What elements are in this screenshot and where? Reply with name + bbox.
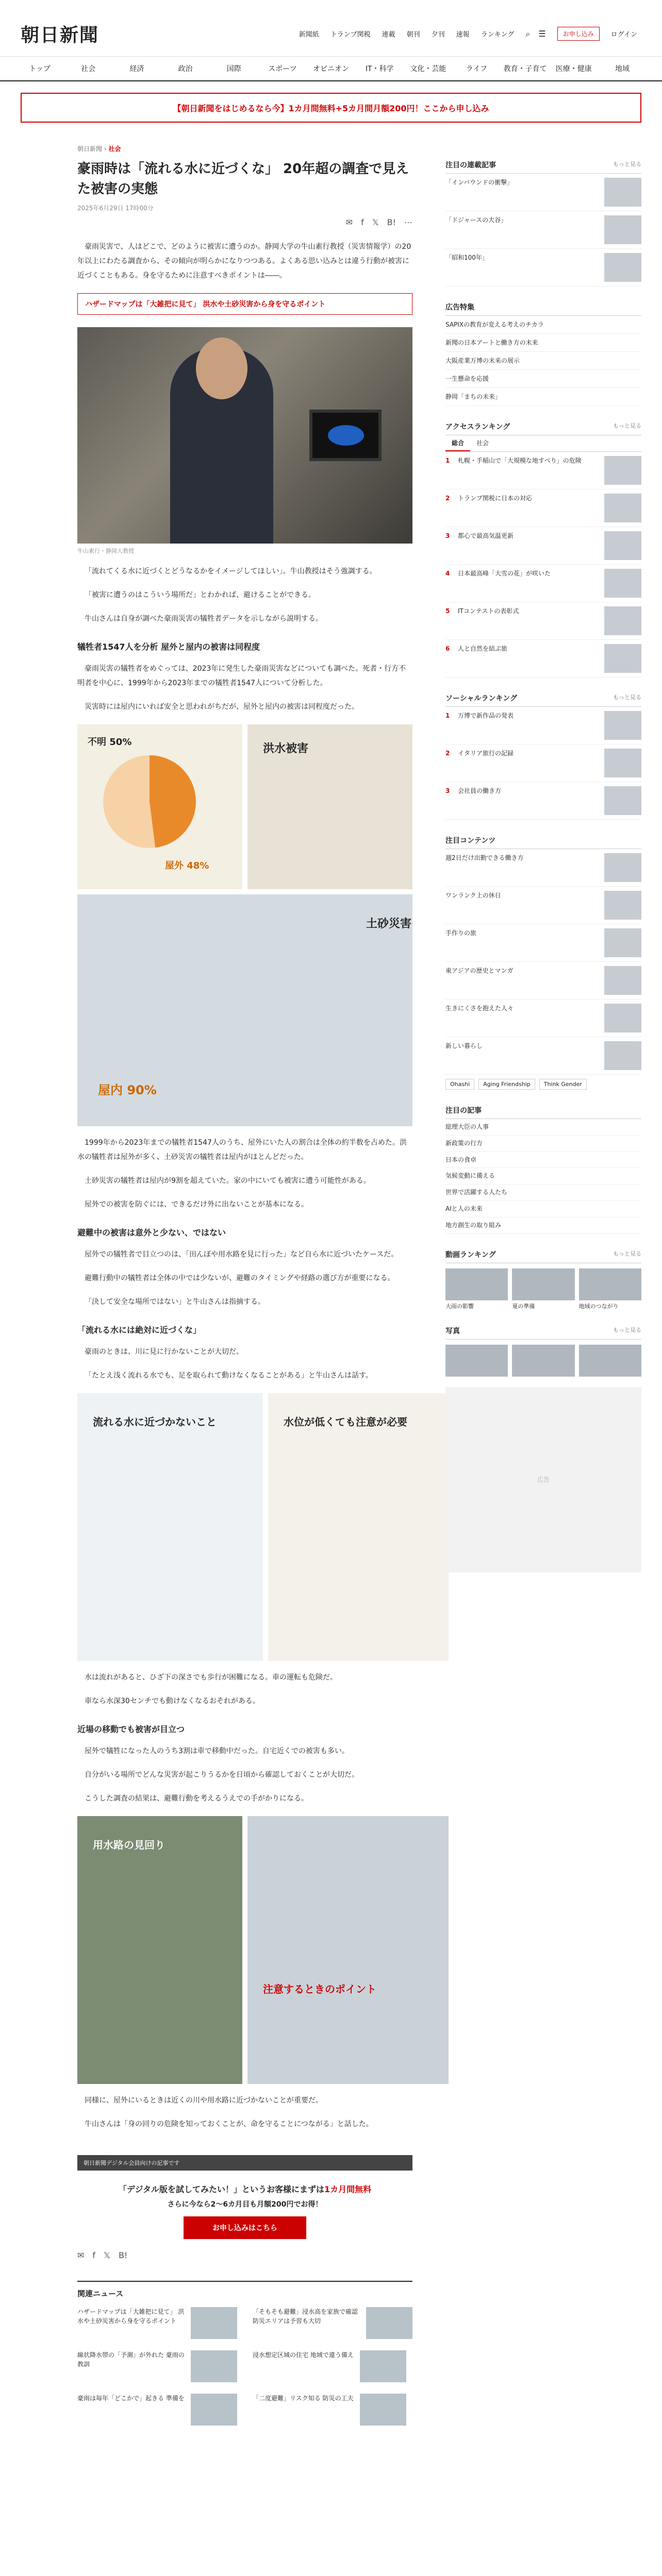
related-text: 線状降水帯の「予測」が外れた 豪雨の教訓 bbox=[77, 2351, 185, 2368]
pickup-item[interactable]: 気候変動に備える bbox=[445, 1168, 641, 1184]
illustration-comic bbox=[268, 1393, 449, 1661]
paragraph: 牛山さんは自身が調べた豪雨災害の犠牲者データを示しながら説明する。 bbox=[85, 615, 323, 623]
carousel-item[interactable] bbox=[579, 1345, 641, 1379]
section-heading: 犠牲者1547人を分析 屋外と屋内の被害は同程度 bbox=[77, 642, 260, 652]
illustration-pie-area bbox=[77, 724, 242, 889]
article-lead: 豪雨災害で、人はどこで、どのように被害に遭うのか。静岡大学の牛山素行教授（災害情報学）の20年以上にわたる調査から、その傾向が明らかになりつつある。よくある思い込みとは違う行動が被害に近づくこともある。身を守るために注意すべきポイントは――。 bbox=[77, 243, 411, 280]
pie-graphic bbox=[103, 755, 196, 848]
illustration-comic bbox=[247, 1816, 449, 2084]
ranking-item[interactable]: 5 ITコンテストの表彰式 bbox=[445, 602, 641, 640]
thumbnail bbox=[445, 1345, 508, 1377]
site-logo[interactable]: 朝日新聞 bbox=[21, 24, 100, 46]
sidebar-item[interactable] bbox=[445, 211, 641, 249]
ranking-tabs bbox=[445, 435, 641, 452]
tablet-screen bbox=[309, 410, 382, 461]
sponsor-item[interactable] bbox=[445, 334, 641, 352]
ranking-text: 人と自然を結ぶ旅 bbox=[458, 645, 508, 652]
related-text: 「そもそも避難」浸水高を家族で確認 防災エリアは予習も大切 bbox=[253, 2308, 358, 2325]
nav-item[interactable]: オピニオン bbox=[313, 65, 350, 73]
ranking-text: ITコンテストの表彰式 bbox=[458, 607, 519, 615]
carousel-item[interactable] bbox=[445, 1268, 508, 1310]
paragraph: 「決して安全な場所ではない」と牛山さんは指摘する。 bbox=[85, 1298, 265, 1306]
nav-item[interactable]: スポーツ bbox=[268, 65, 297, 73]
sidebar-heading bbox=[445, 1323, 641, 1340]
content-item[interactable] bbox=[445, 887, 641, 924]
sponsor-item[interactable] bbox=[445, 352, 641, 370]
thumbnail bbox=[512, 1345, 574, 1377]
thumbnail bbox=[579, 1345, 641, 1377]
thumbnail bbox=[191, 2307, 237, 2339]
tag[interactable]: Ohashi bbox=[445, 1079, 474, 1090]
ranking-text: 会社員の働き方 bbox=[458, 787, 502, 794]
thumbnail bbox=[604, 494, 641, 522]
ranking-text: イタリア旅行の記録 bbox=[458, 750, 514, 757]
section-heading: 避難中の被害は意外と少ない、ではない bbox=[77, 1228, 226, 1238]
sponsor-text: 新聞の日本アートと働き方の未来 bbox=[445, 339, 538, 346]
illustration-label: 屋外 48% bbox=[165, 860, 209, 871]
thumbnail bbox=[604, 644, 641, 673]
breadcrumb: 朝日新聞 › 社会 bbox=[77, 145, 121, 152]
header-link[interactable]: 朝刊 bbox=[406, 31, 420, 39]
paragraph: 同様に、屋外にいるときは近くの川や用水路に近づかないことが重要だ。 bbox=[85, 2096, 323, 2105]
article bbox=[21, 144, 433, 2426]
related-text: 浸水想定区域の住宅 地域で違う備え bbox=[253, 2351, 354, 2359]
paragraph: 牛山さんは「身の回りの危険を知っておくことが、命を守ることにつながる」と話した。 bbox=[85, 2120, 373, 2128]
nav-item[interactable]: トップ bbox=[29, 65, 51, 73]
related-item[interactable] bbox=[253, 2307, 412, 2339]
ranking-item[interactable]: 1 札幌・手稲山で「大規模な地すべり」の危険 bbox=[445, 452, 641, 489]
thumbnail bbox=[604, 569, 641, 598]
related-item[interactable] bbox=[253, 2350, 412, 2382]
paragraph: 土砂災害の犠牲者は屋内が9割を超えていた。家の中にいても被害に遭う可能性がある。 bbox=[85, 1177, 371, 1185]
paragraph: 水は流れがあると、ひざ下の深さでも歩行が困難になる。車の運転も危険だ。 bbox=[85, 1673, 337, 1682]
sidebar bbox=[433, 144, 641, 2426]
thumbnail bbox=[604, 853, 641, 882]
pickup-item[interactable]: 世界で活躍する人たち bbox=[445, 1184, 641, 1201]
carousel-item[interactable] bbox=[579, 1268, 641, 1310]
header-link[interactable]: ランキング bbox=[481, 31, 515, 39]
sponsor-item[interactable] bbox=[445, 388, 641, 406]
more-icon[interactable]: ⋯ bbox=[404, 217, 412, 227]
thumbnail bbox=[604, 749, 641, 777]
thumbnail bbox=[604, 178, 641, 207]
sidebar-heading bbox=[445, 832, 641, 849]
subscribe-button[interactable]: お申し込み bbox=[557, 27, 600, 41]
illustration-label: 用水路の見回り bbox=[93, 1839, 165, 1851]
related-text: 「二度避難」リスク知る 防災の工夫 bbox=[253, 2395, 354, 2402]
paragraph: 自分がいる場所でどんな災害が起こりうるかを日頃から確認しておくことが大切だ。 bbox=[85, 1771, 359, 1779]
thumbnail bbox=[604, 215, 641, 244]
paragraph: 屋外での犠牲者で目立つのは、「田んぼや用水路を見に行った」など自ら水に近づいたケースだ。 bbox=[85, 1250, 399, 1259]
promo-text-lead: 「デジタル版を試してみたい！」というお客様にまずは bbox=[118, 2184, 324, 2194]
thumbnail bbox=[445, 1268, 508, 1300]
ranking-item[interactable]: 4 日本最高峰「大雪の花」が咲いた bbox=[445, 565, 641, 602]
paragraph: 「流れてくる水に近づくとどうなるかをイメージしてほしい」。牛山教授はそう強調する。 bbox=[85, 567, 377, 575]
paragraph: 1999年から2023年までの犠牲者1547人のうち、屋外にいた人の割合は全体の約半数を占めた。洪水の犠牲者は屋外が多く、土砂災害の犠牲者は屋内がほとんどだった。 bbox=[77, 1139, 407, 1161]
nav-item[interactable]: 文化・芸能 bbox=[410, 65, 446, 73]
related-text: 豪雨は毎年「どこかで」起きる 準備を bbox=[77, 2395, 185, 2402]
ranking-text: 札幌・手稲山で「大規模な地すべり」の危険 bbox=[458, 457, 582, 464]
login-link[interactable]: ログイン bbox=[610, 31, 637, 39]
promo-text bbox=[77, 2183, 412, 2195]
ranking-text: 万博で新作品の発表 bbox=[458, 712, 514, 719]
header-links bbox=[299, 27, 637, 41]
paragraph: 豪雨のときは、川に見に行かないことが大切だ。 bbox=[85, 1348, 243, 1356]
related-item[interactable] bbox=[77, 2350, 237, 2382]
thumbnail bbox=[604, 966, 641, 995]
paragraph: 「被害に遭うのはこういう場所だ」とわかれば、避けることができる。 bbox=[85, 591, 316, 599]
sponsor-item[interactable] bbox=[445, 316, 641, 334]
sidebar-item-text: 「ドジャースの大谷」 bbox=[445, 216, 507, 224]
main-nav bbox=[0, 57, 662, 81]
sponsor-text: SAPIXの教育が変える考えのチカラ bbox=[445, 321, 544, 328]
ranking-item[interactable]: 2 トランプ関税に日本の対応 bbox=[445, 489, 641, 527]
paragraph: 「たとえ浅く流れる水でも、足を取られて動けなくなることがある」と牛山さんは話す。 bbox=[85, 1371, 373, 1380]
article-date: 2025年6月29日 17時00分 bbox=[77, 205, 154, 212]
sidebar-heading bbox=[445, 690, 641, 707]
thumbnail bbox=[604, 891, 641, 920]
more-link[interactable]: もっと見る bbox=[613, 694, 641, 701]
thumbnail bbox=[191, 2350, 237, 2382]
related-text: ハザードマップは「大雑把に見て」 洪水や土砂災害から身を守るポイント bbox=[77, 2308, 185, 2325]
more-link[interactable]: もっと見る bbox=[613, 1326, 641, 1333]
related-news bbox=[77, 2281, 412, 2426]
tab-total[interactable]: 総合 bbox=[445, 435, 470, 451]
promo-highlight: 1カ月間無料 bbox=[324, 2184, 372, 2194]
search-icon[interactable]: ⌕ bbox=[525, 28, 531, 39]
illustration-label: 注意するときのポイント bbox=[263, 1983, 376, 1995]
nav-item[interactable]: 医療・健康 bbox=[555, 65, 592, 73]
header bbox=[0, 0, 662, 57]
related-item[interactable] bbox=[77, 2394, 237, 2426]
breadcrumb-home[interactable]: 朝日新聞 bbox=[77, 145, 103, 152]
sidebar-heading bbox=[445, 299, 641, 316]
pickup-item[interactable]: 新政策の行方 bbox=[445, 1136, 641, 1152]
illustration-comic bbox=[77, 1393, 263, 1661]
ranking-text: 日本最高峰「大雪の花」が咲いた bbox=[458, 570, 551, 577]
nav-item[interactable]: 国際 bbox=[226, 65, 241, 73]
thumbnail bbox=[191, 2394, 237, 2426]
nav-item[interactable]: 教育・子育て bbox=[503, 65, 547, 73]
paragraph: こうした調査の結果は、避難行動を考えるうえでの手がかりになる。 bbox=[85, 1794, 308, 1803]
menu-icon[interactable]: ☰ bbox=[538, 28, 546, 39]
sidebar-heading-text: ソーシャルランキング bbox=[445, 694, 518, 703]
tag[interactable]: Aging Friendship bbox=[478, 1079, 535, 1090]
tag-list bbox=[445, 1079, 641, 1090]
illustration-label: 水位が低くても注意が必要 bbox=[284, 1416, 407, 1428]
thumbnail bbox=[604, 1041, 641, 1070]
thumbnail bbox=[604, 456, 641, 485]
sponsor-text: 一生懸命を応援 bbox=[445, 375, 489, 382]
advertisement[interactable]: 広告 bbox=[445, 1387, 641, 1572]
illustration-label: 不明 50% bbox=[88, 737, 132, 748]
nav-item[interactable]: ライフ bbox=[466, 65, 488, 73]
member-notice: 朝日新聞デジタル会員向けの記事です bbox=[77, 2155, 412, 2171]
share-bar-bottom bbox=[77, 2250, 412, 2260]
tab-society[interactable]: 社会 bbox=[476, 439, 489, 447]
content-item[interactable] bbox=[445, 1037, 641, 1075]
carousel-text: 地域のつながり bbox=[578, 1302, 619, 1310]
pickup-list bbox=[445, 1119, 641, 1234]
article-photo bbox=[77, 327, 412, 544]
illustration-landslide bbox=[77, 894, 412, 1126]
header-link[interactable]: トランプ関税 bbox=[330, 31, 371, 39]
header-link[interactable]: 新聞紙 bbox=[299, 31, 319, 39]
thumbnail bbox=[604, 253, 641, 282]
illustration-panel bbox=[77, 724, 412, 1126]
content-text: 東アジアの歴史とマンガ bbox=[445, 967, 514, 974]
header-link[interactable]: 連載 bbox=[382, 31, 395, 39]
more-link[interactable]: もっと見る bbox=[613, 422, 641, 429]
sidebar-heading-text: 注目の記事 bbox=[445, 1107, 482, 1115]
related-item[interactable] bbox=[253, 2394, 412, 2426]
illustration-label: 土砂災害 bbox=[366, 918, 412, 930]
more-link[interactable]: もっと見る bbox=[613, 1250, 641, 1257]
ranking-text: 都心で最高気温更新 bbox=[458, 532, 514, 539]
sidebar-heading bbox=[445, 418, 641, 435]
sidebar-heading-text: 動画ランキング bbox=[445, 1250, 496, 1259]
illustration-panel bbox=[77, 1816, 412, 2084]
carousel-item[interactable] bbox=[512, 1345, 574, 1379]
content-item[interactable] bbox=[445, 924, 641, 962]
thumbnail bbox=[604, 606, 641, 635]
nav-item[interactable]: 地域 bbox=[615, 65, 630, 73]
thumbnail bbox=[604, 928, 641, 957]
tag[interactable]: Think Gender bbox=[539, 1079, 587, 1090]
paragraph: 災害時には屋内にいれば安全と思われがちだが、屋外と屋内の被害は同程度だった。 bbox=[85, 703, 359, 711]
thumbnail bbox=[360, 2394, 406, 2426]
sidebar-heading-text: アクセスランキング bbox=[445, 423, 510, 431]
paragraph: 車なら水深30センチでも動けなくなるおそれがある。 bbox=[85, 1697, 260, 1705]
thumbnail bbox=[366, 2307, 412, 2339]
header-link[interactable]: 夕刊 bbox=[431, 31, 445, 39]
pickup-item[interactable]: AIと人の未来 bbox=[445, 1201, 641, 1217]
sponsor-text: 静岡「まちの未来」 bbox=[445, 393, 502, 400]
x-icon[interactable]: 𝕏 bbox=[372, 217, 379, 227]
nav-item[interactable]: 経済 bbox=[129, 65, 144, 73]
nav-item[interactable]: 社会 bbox=[81, 65, 96, 73]
nav-item[interactable]: IT・科学 bbox=[365, 65, 394, 73]
ranking-item[interactable]: 3 会社員の働き方 bbox=[445, 782, 641, 820]
thumbnail bbox=[579, 1268, 641, 1300]
paragraph: 避難行動中の犠牲者は全体の中では少ないが、避難のタイミングや経路の選び方が重要になる。 bbox=[85, 1274, 395, 1282]
related-item[interactable] bbox=[77, 2307, 237, 2339]
thumbnail bbox=[360, 2350, 406, 2382]
content-item[interactable] bbox=[445, 962, 641, 999]
thumbnail bbox=[512, 1268, 574, 1300]
x-icon[interactable]: 𝕏 bbox=[104, 2250, 110, 2260]
ranking-item[interactable]: 2 イタリア旅行の記録 bbox=[445, 744, 641, 782]
photo-carousel bbox=[445, 1345, 641, 1379]
content-text: 新しい暮らし bbox=[445, 1042, 483, 1049]
thumbnail bbox=[604, 786, 641, 815]
section-heading: 近場の移動でも被害が目立つ bbox=[77, 1724, 185, 1734]
mail-icon[interactable]: ✉ bbox=[345, 217, 353, 227]
sidebar-heading bbox=[445, 1246, 641, 1263]
photo-caption: 牛山素行・静岡大教授 bbox=[77, 548, 134, 554]
content-text: 手作りの旅 bbox=[445, 929, 477, 937]
sidebar-item[interactable] bbox=[445, 249, 641, 286]
illustration-label: 流れる水に近づかないこと bbox=[93, 1416, 217, 1428]
related-title: 関連ニュース bbox=[77, 2289, 124, 2298]
carousel-item[interactable] bbox=[512, 1268, 574, 1310]
promo-subtext: さらに今なら2〜6カ月目も月額200円でお得！ bbox=[167, 2200, 323, 2209]
illustration-label: 屋内 90% bbox=[98, 1083, 157, 1097]
illustration-comic bbox=[77, 1816, 242, 2084]
carousel-text: 夏の準備 bbox=[512, 1302, 535, 1310]
promo-box bbox=[77, 2183, 412, 2239]
illustration-comic bbox=[247, 724, 412, 889]
paragraph: 豪雨災害の犠牲者をめぐっては、2023年に発生した豪雨災害などについても調べた。死者・行方不明者を中心に、1999年から2023年までの犠牲者1547人について分析した。 bbox=[77, 665, 406, 687]
sidebar-heading bbox=[445, 157, 641, 174]
thumbnail bbox=[604, 711, 641, 740]
sponsor-item[interactable] bbox=[445, 370, 641, 388]
ranking-item[interactable]: 3 都心で最高気温更新 bbox=[445, 527, 641, 565]
header-icons bbox=[525, 29, 545, 39]
paragraph: 屋外での被害を防ぐには、できるだけ外に出ないことが基本になる。 bbox=[85, 1200, 308, 1209]
sidebar-heading-text: 注目コンテンツ bbox=[445, 837, 496, 845]
illustration-label: 洪水被害 bbox=[263, 742, 309, 755]
related-highlight-link[interactable]: ハザードマップは「大雑把に見て」 洪水や土砂災害から身を守るポイント bbox=[77, 293, 412, 315]
pickup-item[interactable]: 日本の食卓 bbox=[445, 1152, 641, 1168]
article-title: 豪雨時は「流れる水に近づくな」 20年超の調査で見えた被害の実態 bbox=[77, 161, 409, 197]
mail-icon[interactable]: ✉ bbox=[77, 2250, 85, 2260]
subscribe-cta-button[interactable]: お申し込みはこちら bbox=[184, 2216, 306, 2239]
pickup-item[interactable]: 総理大臣の人事 bbox=[445, 1119, 641, 1136]
subscription-banner[interactable]: 【朝日新聞をはじめるなら今】1カ月間無料+5カ月間月額200円！ここから申し込み bbox=[21, 93, 641, 123]
sidebar-heading-text: 写真 bbox=[445, 1327, 460, 1335]
thumbnail bbox=[604, 531, 641, 560]
paragraph: 屋外で犠牲になった人のうち3割は車で移動中だった。自宅近くでの被害も多い。 bbox=[85, 1747, 349, 1755]
ranking-item[interactable]: 1 万博で新作品の発表 bbox=[445, 707, 641, 744]
content-item[interactable] bbox=[445, 849, 641, 887]
content-text: 生きにくさを抱えた人々 bbox=[445, 1005, 514, 1012]
carousel-item[interactable] bbox=[445, 1345, 508, 1379]
sponsor-text: 大阪産業万博の未来の展示 bbox=[445, 357, 520, 364]
sidebar-item-text: 「インバウンドの衝撃」 bbox=[445, 179, 514, 186]
content-item[interactable] bbox=[445, 999, 641, 1037]
nav-item[interactable]: 政治 bbox=[178, 65, 193, 73]
carousel-text: 大雨の影響 bbox=[445, 1302, 474, 1310]
sidebar-item[interactable] bbox=[445, 174, 641, 211]
header-link[interactable]: 速報 bbox=[456, 31, 470, 39]
facebook-icon[interactable]: f bbox=[361, 217, 364, 227]
illustration-panel bbox=[77, 1393, 412, 1661]
video-carousel bbox=[445, 1268, 641, 1310]
sidebar-item-text: 「昭和100年」 bbox=[445, 254, 488, 261]
sidebar-heading bbox=[445, 1102, 641, 1119]
sidebar-heading-text: 広告特集 bbox=[445, 303, 474, 312]
breadcrumb-section[interactable]: 社会 bbox=[108, 145, 121, 152]
section-heading: 「流れる水には絶対に近づくな」 bbox=[77, 1325, 202, 1335]
content-text: ワンランク上の休日 bbox=[445, 892, 501, 899]
bookmark-icon[interactable]: B! bbox=[387, 217, 396, 227]
person-face bbox=[196, 337, 247, 399]
pickup-item[interactable]: 地方創生の取り組み bbox=[445, 1217, 641, 1234]
bookmark-icon[interactable]: B! bbox=[118, 2250, 128, 2260]
content-text: 週2日だけ出勤できる働き方 bbox=[445, 854, 524, 861]
thumbnail bbox=[604, 1004, 641, 1032]
sidebar-heading-text: 注目の連載記事 bbox=[445, 161, 496, 170]
facebook-icon[interactable]: f bbox=[92, 2250, 96, 2260]
more-link[interactable]: もっと見る bbox=[613, 161, 641, 167]
share-bar bbox=[77, 217, 412, 227]
ranking-item[interactable]: 6 人と自然を結ぶ旅 bbox=[445, 640, 641, 677]
ranking-text: トランプ関税に日本の対応 bbox=[458, 495, 533, 502]
